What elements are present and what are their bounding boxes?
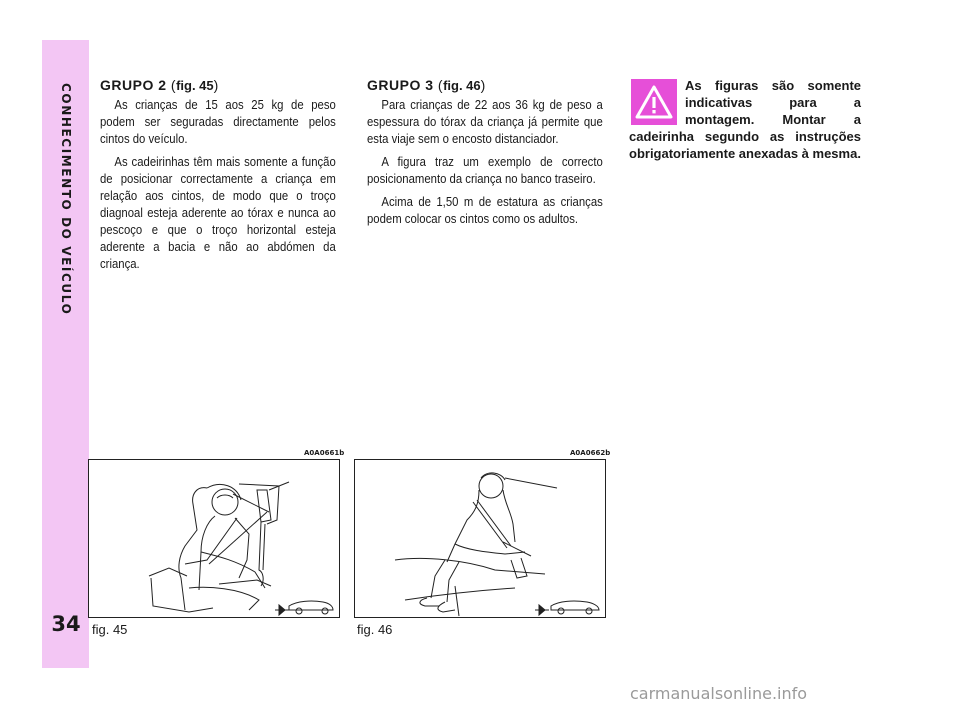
column-grupo-2: [100, 77, 336, 279]
paragraph: Acima de 1,50 m de estatura as crianças podem colocar os cintos como os adultos.: [367, 195, 603, 226]
page-number: 34: [51, 612, 81, 636]
column-grupo-3: [367, 77, 603, 234]
heading-grupo-3: GRUPO 3 (fig. 46): [367, 77, 486, 93]
fig-ref-45: fig. 45: [176, 78, 214, 93]
warning-triangle-icon: [631, 79, 677, 125]
figure-45-image: [88, 459, 340, 618]
paragraph: A figura traz um exemplo de correcto posicionamento da criança no banco traseiro.: [367, 155, 603, 186]
paragraph: Para crianças de 22 aos 36 kg de peso a espessura do tórax da criança já permite que esta viaje sem o encosto distanciador.: [367, 98, 603, 146]
warning-text: As figuras são somente indicativas para a montagem. Montar a cadeirinha segundo as instruções obrigatoriamente anexadas à mesma.: [629, 78, 861, 161]
figure-code: A0A0662b: [570, 449, 611, 457]
figure-caption: fig. 46: [357, 622, 393, 637]
paragraph: As cadeirinhas têm mais somente a função de posicionar correctamente a criança em relação aos cintos, de modo que o troço diagnoal esteja aderente ao tórax e nunca ao pescoço e que o troço horizontal esteja aderente a bacia e não ao abdómen da criança.: [100, 155, 336, 271]
fig-ref-46: fig. 46: [443, 78, 481, 93]
figure-46-image: [354, 459, 606, 618]
warning-note: [629, 77, 861, 162]
heading-grupo-2: GRUPO 2 (fig. 45): [100, 77, 219, 93]
heading-text: GRUPO 2: [100, 77, 167, 93]
heading-text: GRUPO 3: [367, 77, 434, 93]
watermark-text: carmanualsonline.info: [630, 684, 808, 703]
paragraph: As crianças de 15 aos 25 kg de peso podem ser seguradas directamente pelos cintos do veículo.: [100, 98, 336, 146]
figure-code: A0A0661b: [304, 449, 345, 457]
figure-caption: fig. 45: [92, 622, 128, 637]
section-title: CONHECIMENTO DO VEÍCULO: [59, 83, 73, 316]
